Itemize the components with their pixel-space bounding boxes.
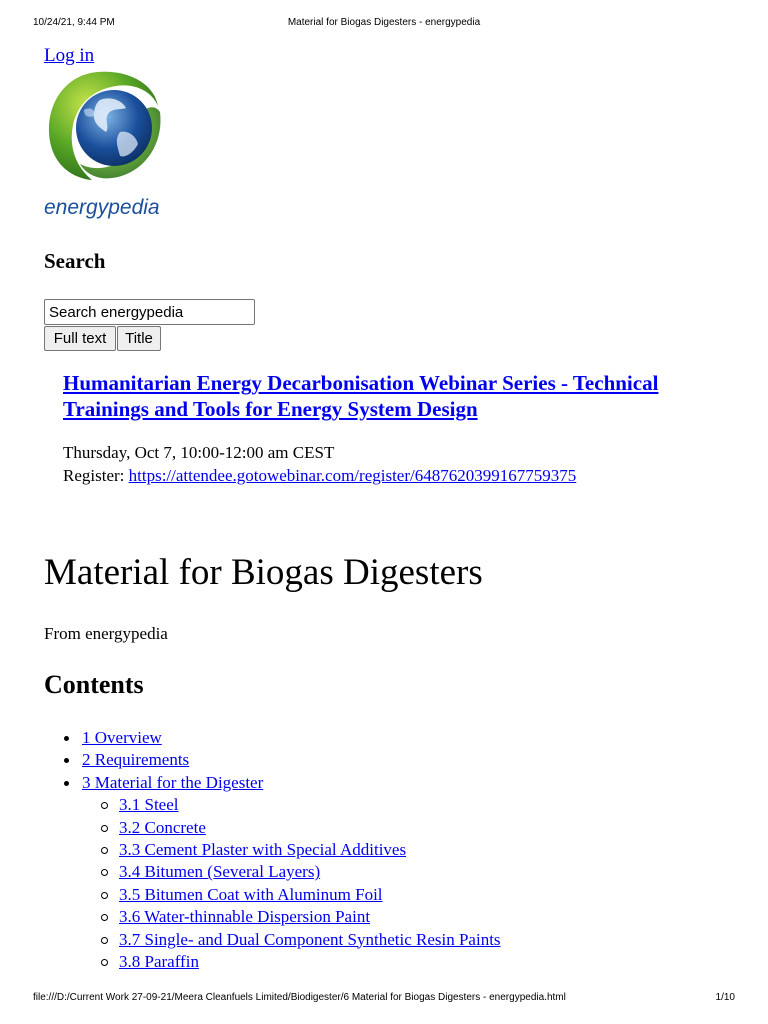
fulltext-search-button[interactable]: Full text [44,326,116,351]
toc-link-bitumen-foil[interactable]: 3.5 Bitumen Coat with Aluminum Foil [119,884,383,904]
toc-link-paraffin[interactable]: 3.8 Paraffin [119,951,199,971]
toc-link-resin-paints[interactable]: 3.7 Single- and Dual Component Synthetic Resin Paints [119,929,501,949]
toc-link-cement-plaster[interactable]: 3.3 Cement Plaster with Special Additives [119,839,407,859]
title-search-button[interactable]: Title [117,326,161,351]
toc-subitem [63,839,501,861]
register-label: Register: [63,466,125,485]
table-of-contents [63,727,501,973]
toc-subitem [63,817,501,839]
energypedia-logo[interactable] [40,66,170,220]
toc-subitem [63,861,501,883]
print-datetime: 10/24/21, 9:44 PM [33,17,115,28]
toc-link-steel[interactable]: 3.1 Steel [119,795,179,815]
search-heading: Search [44,249,106,273]
webinar-link[interactable]: Humanitarian Energy Decarbonisation Webinar Series - Technical Trainings and Tools for Energy System Design [63,371,659,421]
toc-link-dispersion-paint[interactable]: 3.6 Water-thinnable Dispersion Paint [119,907,371,927]
toc-subitem [63,951,501,973]
page-title: Material for Biogas Digesters [44,552,483,593]
print-title: Material for Biogas Digesters - energypedia [287,17,481,28]
register-url-link[interactable]: https://attendee.gotowebinar.com/register/6487620399167759375 [128,466,577,485]
toc-item [63,772,501,794]
print-file-path: file:///D:/Current Work 27-09-21/Meera Cleanfuels Limited/Biodigester/6 Material for Biogas Digesters - energypedia.html [33,992,566,1003]
search-input[interactable] [44,299,255,325]
toc-item [63,749,501,771]
login-link[interactable]: Log in [44,45,95,66]
print-footer [0,992,768,1006]
toc-subitem [63,929,501,951]
print-header [0,17,768,31]
print-page-number: 1/10 [715,992,735,1003]
banner-heading [63,370,723,422]
energypedia-globe-logo-icon [40,66,170,220]
toc-subitem [63,906,501,928]
webinar-date: Thursday, Oct 7, 10:00-12:00 am CEST [63,443,335,462]
toc-subitem [63,884,501,906]
contents-heading: Contents [44,670,144,699]
logo-wordmark: energypedia [44,196,160,219]
page-source: From energypedia [44,624,168,643]
webinar-register [63,466,576,486]
toc-link-concrete[interactable]: 3.2 Concrete [119,817,206,837]
toc-link-requirements[interactable]: 2 Requirements [82,750,190,770]
toc-link-overview[interactable]: 1 Overview [82,728,162,747]
toc-link-bitumen[interactable]: 3.4 Bitumen (Several Layers) [119,862,321,882]
toc-link-material-digester[interactable]: 3 Material for the Digester [82,772,264,792]
toc-item [63,727,501,749]
toc-subitem [63,794,501,816]
